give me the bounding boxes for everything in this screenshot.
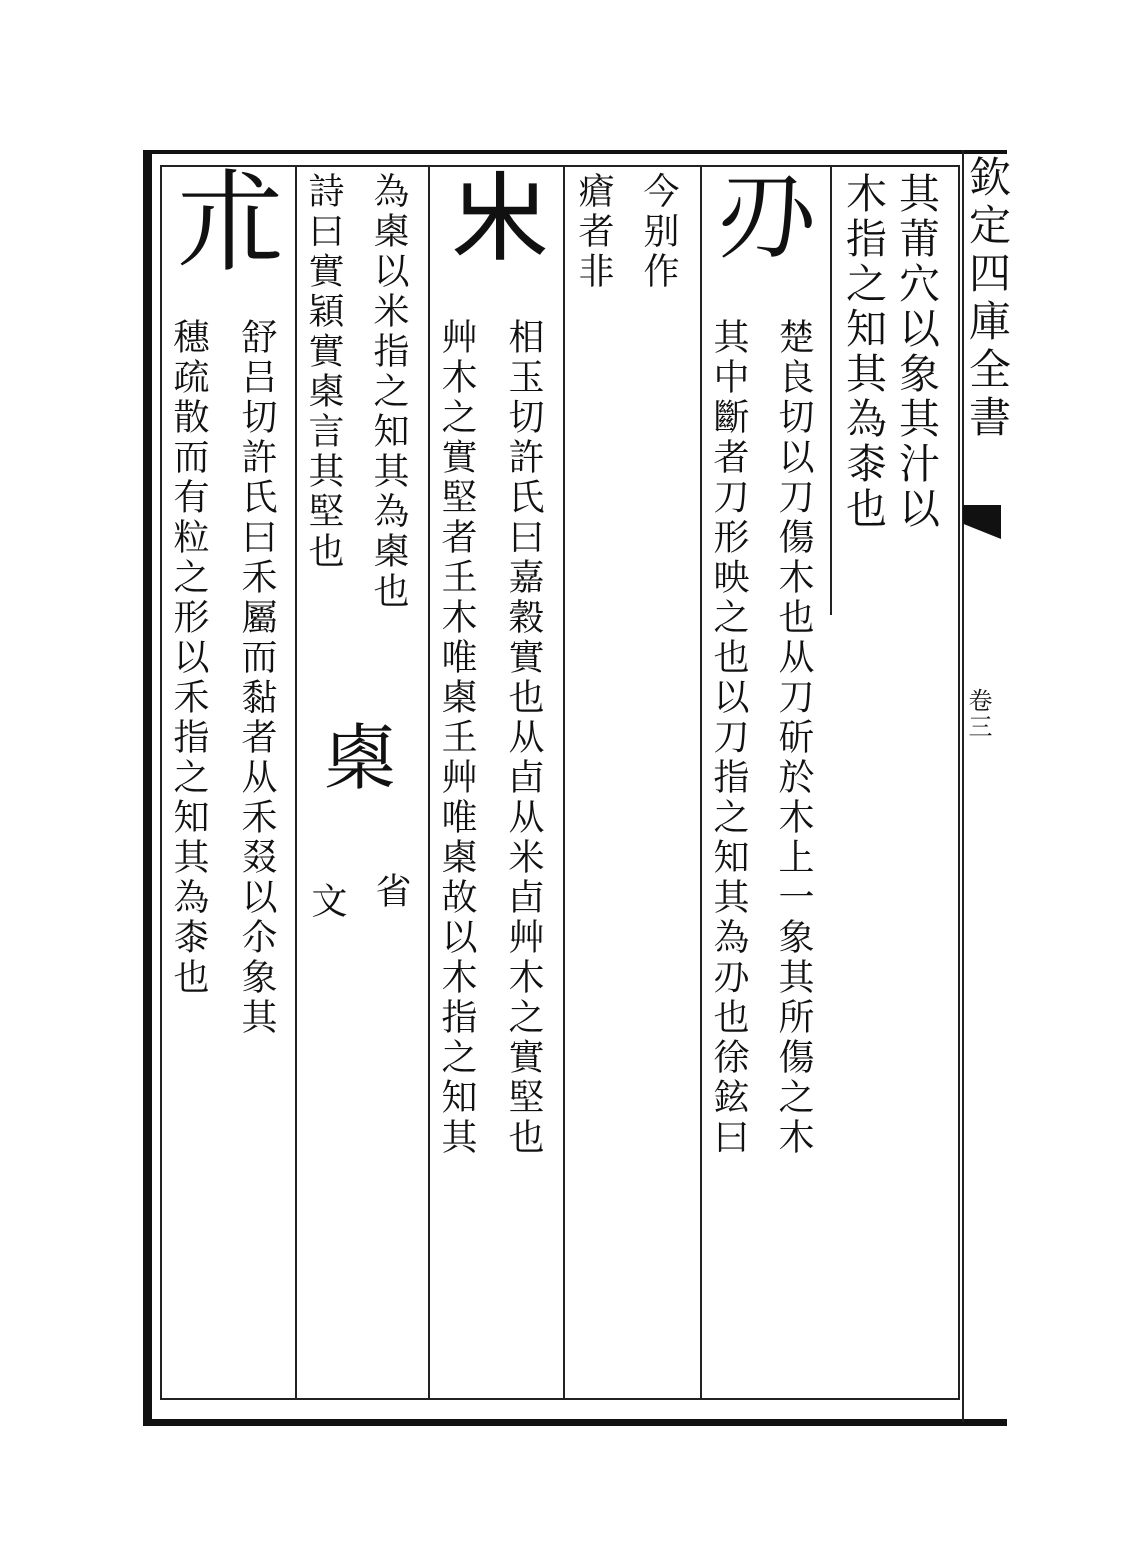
seal-character: 朮: [175, 159, 285, 287]
seal-character: 𣎵: [450, 162, 549, 276]
column-rule: [700, 165, 702, 1400]
column-rule: [830, 165, 832, 615]
text-column: 省: [370, 872, 411, 912]
seal-character: 㮚: [323, 716, 396, 800]
text-column: 舒吕切許氏曰禾屬而黏者从禾叕以尒象其: [236, 318, 277, 1038]
text-column: 相玉切許氏曰嘉穀實也从卣从米卣艸木之實堅也: [503, 318, 544, 1158]
juan-label: 卷三: [964, 688, 992, 740]
text-column: 楚良切以刀傷木也从刀斫於木上一象其所傷之木: [773, 318, 814, 1158]
column-rule: [563, 165, 565, 1400]
text-column: 木指之知其為桼也: [839, 172, 887, 532]
text-column: 今别作: [638, 172, 679, 292]
column-rule: [428, 165, 430, 1400]
text-column: 穗疏散而有粒之形以禾指之知其為桼也: [168, 318, 209, 998]
text-column: 其莆穴以象其汁以: [892, 172, 940, 532]
text-column: 為㮚以米指之知其為㮚也: [368, 172, 409, 612]
text-column: 瘡者非: [573, 172, 614, 292]
text-column: 艸木之實堅者𡈼木唯㮚𡈼艸唯㮚故以木指之知其: [436, 318, 477, 1158]
text-column: 其中斷者刀形映之也以刀指之知其為刅也徐鉉曰: [708, 318, 749, 1158]
text-column: 文: [306, 882, 347, 922]
seal-character: 刅: [717, 160, 816, 274]
column-rule: [295, 165, 297, 1400]
text-column: 詩曰實穎實㮚言其堅也: [303, 172, 344, 572]
header-title: 欽定四庫全書: [963, 155, 1012, 443]
